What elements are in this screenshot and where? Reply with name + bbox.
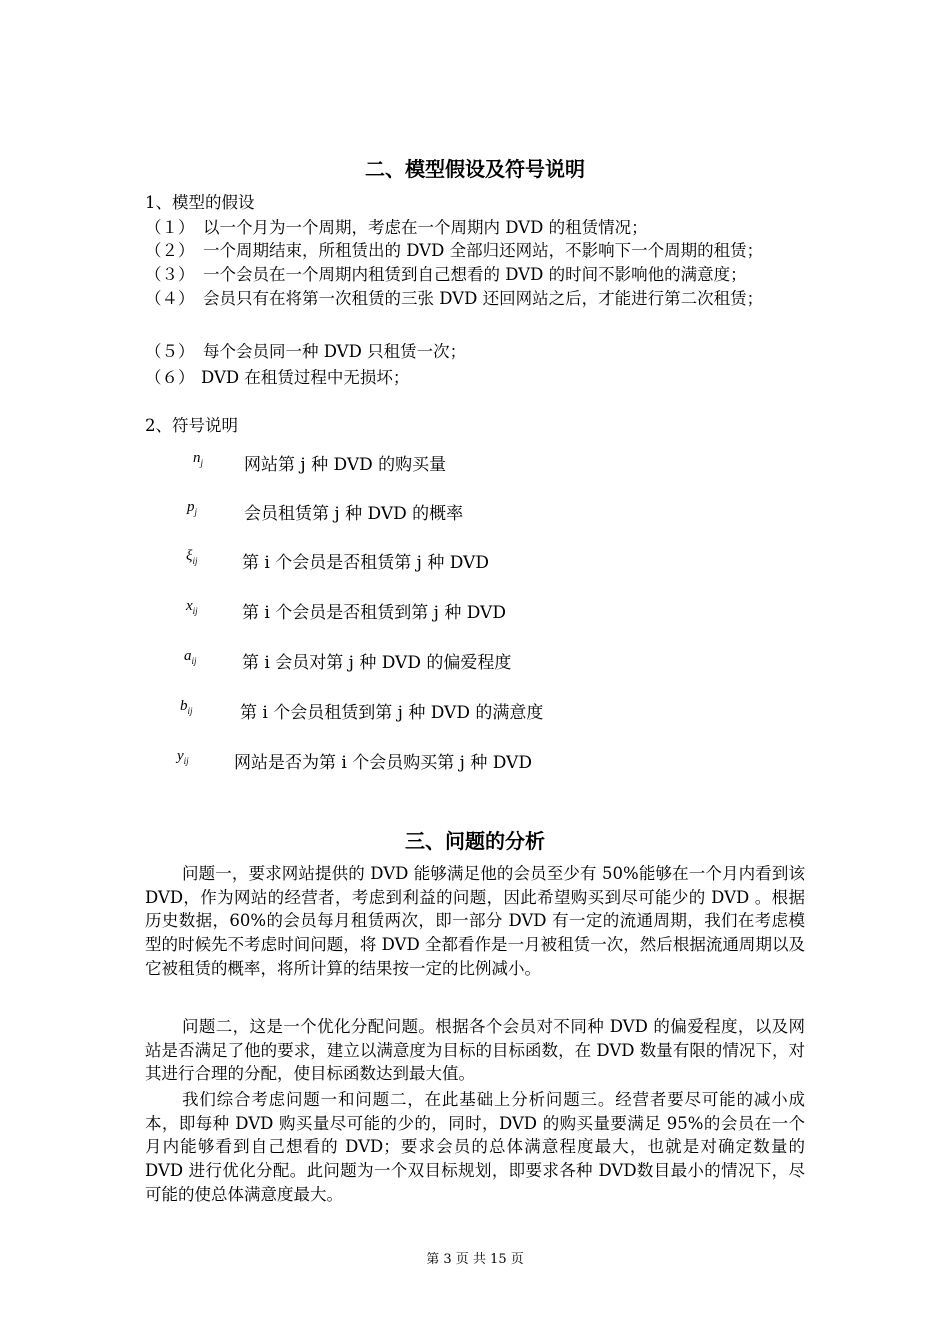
symbol-row bbox=[0, 648, 950, 674]
symbol-description: 第 i 个会员是否租赁到第 j 种 DVD bbox=[242, 603, 506, 623]
symbol-row bbox=[0, 548, 950, 574]
page-footer: 第 3 页 共 15 页 bbox=[426, 1252, 524, 1267]
assumption-number: （１） bbox=[145, 218, 195, 237]
assumption-item bbox=[145, 263, 815, 286]
symbol-row bbox=[0, 499, 950, 525]
assumption-text: 每个会员同一种 DVD 只租赁一次； bbox=[203, 342, 467, 361]
assumption-text: DVD 在租赁过程中无损坏； bbox=[201, 368, 410, 387]
symbol-row bbox=[0, 748, 950, 774]
symbol: $a_{ij}$ bbox=[184, 648, 197, 666]
assumption-text: 一个会员在一个周期内租赁到自己想看的 DVD 的时间不影响他的满意度； bbox=[203, 265, 747, 284]
assumption-item bbox=[145, 239, 815, 262]
symbol-description: 第 i 个会员租赁到第 j 种 DVD 的满意度 bbox=[240, 703, 544, 723]
assumption-number: （２） bbox=[145, 241, 195, 260]
analysis-paragraph: 我们综合考虑问题一和问题二，在此基础上分析问题三。经营者要尽可能的减小成本，即每种 DVD 购买量尽可能的少的，同时，DVD 的购买量要满足 95%的会员在一个月内能够看到自己想看的 DVD；要求会员的总体满意程度最大，也就是对确定数量的 DVD 进行优化分配。此问题为一个双目标规划，即要求各种 DVD数目最小的情况下，尽可能的使总体满意度最大。 bbox=[145, 1090, 805, 1204]
symbol-description: 第 i 会员对第 j 种 DVD 的偏爱程度 bbox=[242, 653, 512, 673]
symbol-row bbox=[0, 698, 950, 724]
analysis-paragraph: 问题一，要求网站提供的 DVD 能够满足他的会员至少有 50%能够在一个月内看到该 DVD，作为网站的经营者，考虑到利益的问题，因此希望购买到尽可能少的 DVD 。根据历史数据，60%的会员每月租赁两次，即一部分 DVD 有一定的流通周期，我们在考虑模型的时候先不考虑时间问题，将 DVD 全都看作是一月被租赁一次，然后根据流通周期以及它被租赁的概率，将所计算的结果按一定的比例减小。 bbox=[145, 864, 805, 978]
symbol: $n_j$ bbox=[193, 450, 204, 468]
symbol: $y_{ij}$ bbox=[177, 748, 189, 766]
symbol: $\xi_{ij}$ bbox=[186, 548, 198, 566]
assumption-number: （５） bbox=[145, 342, 195, 361]
symbol-row bbox=[0, 450, 950, 476]
symbol-row bbox=[0, 598, 950, 624]
symbol: $x_{ij}$ bbox=[186, 598, 198, 616]
assumption-text: 一个周期结束，所租赁出的 DVD 全部归还网站，不影响下一个周期的租赁； bbox=[203, 241, 764, 260]
assumption-text: 会员只有在将第一次租赁的三张 DVD 还回网站之后，才能进行第二次租赁； bbox=[203, 289, 764, 308]
symbol: $b_{ij}$ bbox=[180, 698, 193, 716]
assumption-item bbox=[145, 340, 815, 363]
assumption-number: （６） bbox=[145, 368, 195, 387]
symbol: $p_j$ bbox=[187, 499, 198, 517]
symbol-description: 网站是否为第 i 个会员购买第 j 种 DVD bbox=[234, 753, 532, 773]
section3-title: 三、问题的分析 bbox=[405, 829, 545, 853]
assumption-number: （４） bbox=[145, 289, 195, 308]
assumption-text: 以一个月为一个周期，考虑在一个周期内 DVD 的租赁情况； bbox=[203, 218, 648, 237]
section2-title: 二、模型假设及符号说明 bbox=[365, 157, 585, 181]
assumption-item bbox=[145, 366, 815, 389]
symbol-description: 会员租赁第 j 种 DVD 的概率 bbox=[244, 504, 464, 524]
assumptions-heading: 1、模型的假设 bbox=[145, 193, 255, 212]
assumption-item bbox=[145, 216, 815, 239]
symbols-heading: 2、符号说明 bbox=[145, 416, 238, 435]
symbol-description: 第 i 个会员是否租赁第 j 种 DVD bbox=[242, 553, 489, 573]
assumption-item bbox=[145, 287, 815, 310]
symbol-description: 网站第 j 种 DVD 的购买量 bbox=[244, 455, 447, 475]
assumption-number: （３） bbox=[145, 265, 195, 284]
analysis-paragraph: 问题二，这是一个优化分配问题。根据各个会员对不同种 DVD 的偏爱程度，以及网站是否满足了他的要求，建立以满意度为目标的目标函数，在 DVD 数量有限的情况下，对其进行合理的分配，使目标函数达到最大值。 bbox=[145, 1017, 805, 1084]
